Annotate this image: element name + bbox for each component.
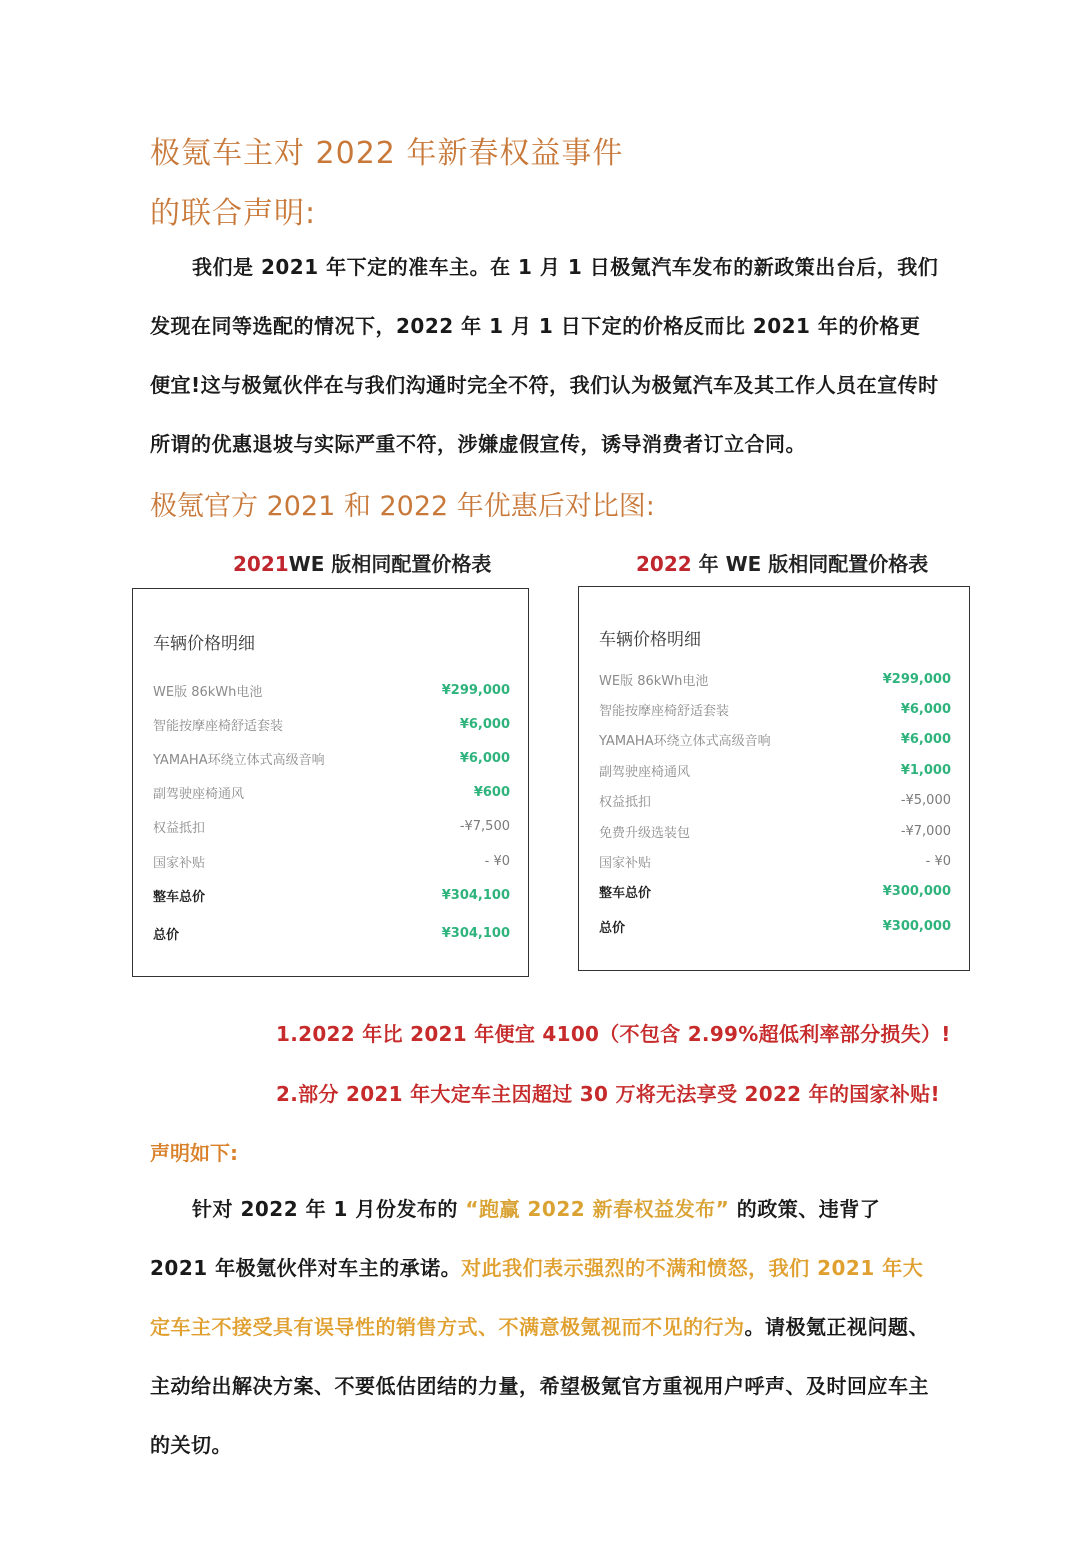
price-row — [599, 725, 951, 755]
price-row-value: -¥7,500 — [459, 819, 510, 835]
price-total-row — [153, 916, 510, 950]
declaration-text-2: 的政策、违背了 2021 年极氪伙伴对车主的承诺。 — [150, 1197, 881, 1280]
price-table-2021 — [132, 588, 529, 977]
note-subsidy: 2.部分 2021 年大定车主因超过 30 万将无法享受 2022 年的国家补贴! — [276, 1082, 940, 1106]
price-row-label: 国家补贴 — [153, 855, 206, 871]
price-row-value: - ¥0 — [484, 853, 510, 869]
price-row-label: 副驾驶座椅通风 — [599, 764, 691, 780]
statement-title-line-2: 的联合声明: — [150, 196, 317, 231]
intro-paragraph: 我们是 2021 年下定的准车主。在 1 月 1 日极氪汽车发布的新政策出台后，我们发现在同等选配的情况下，2022 年 1 月 1 日下定的价格反而比 2021 年的价格更便宜!这与极氪伙伴在与我们沟通时完全不符，我们认为极氪汽车及其工作人员在宣传时所谓的优惠退坡与实际严重不符，涉嫌虚假宣传，诱导消费者订立合同。 — [150, 255, 939, 456]
price-row-value: - ¥0 — [925, 854, 951, 870]
price-subtotal-label: 整车总价 — [153, 889, 206, 905]
table-title-2021-text: WE 版相同配置价格表 — [288, 552, 492, 576]
table-title-2021-year: 2021 — [233, 552, 289, 576]
price-row — [599, 664, 951, 694]
price-row-value: -¥7,000 — [900, 823, 951, 839]
price-row-label: 国家补贴 — [599, 856, 652, 872]
price-row — [599, 694, 951, 724]
price-row-value: ¥1,000 — [900, 762, 951, 778]
table-title-2022 — [636, 548, 928, 577]
price-row — [153, 673, 510, 707]
price-rows — [599, 664, 951, 942]
price-subtotal-row — [599, 877, 951, 907]
price-row — [599, 786, 951, 816]
price-row-label: WE版 86kWh电池 — [153, 684, 263, 700]
price-row-label: 智能按摩座椅舒适套装 — [153, 718, 284, 734]
price-row — [153, 844, 510, 878]
price-row-label: 权益抵扣 — [153, 821, 206, 837]
price-subtotal-label: 整车总价 — [599, 886, 652, 902]
price-total-value: ¥300,000 — [882, 918, 951, 934]
price-row-label: 智能按摩座椅舒适套装 — [599, 704, 730, 720]
price-subtotal-value: ¥304,100 — [441, 887, 510, 903]
price-table-2022 — [578, 586, 970, 971]
price-row-value: ¥6,000 — [900, 702, 951, 718]
price-row — [599, 846, 951, 876]
price-row-value: -¥5,000 — [900, 793, 951, 809]
price-row — [153, 707, 510, 741]
price-row-value: ¥299,000 — [441, 682, 510, 698]
price-rows — [153, 673, 510, 951]
declaration-highlight: 对此我们表示强烈的不满和愤怒，我们 2021 年大定车主不接受具有误导性的销售方式、不满意极氪视而不见的行为 — [150, 1256, 924, 1339]
price-row-label: YAMAHA环绕立体式高级音响 — [599, 734, 771, 750]
table-title-2021 — [233, 548, 491, 577]
declaration-heading: 声明如下: — [150, 1141, 238, 1165]
price-row-value: ¥6,000 — [900, 732, 951, 748]
price-row — [153, 776, 510, 810]
price-row-value: ¥299,000 — [882, 671, 951, 687]
price-row-value: ¥6,000 — [459, 716, 510, 732]
price-total-row — [599, 911, 951, 941]
price-row-label: YAMAHA环绕立体式高级音响 — [153, 752, 325, 768]
price-row-label: 免费升级选装包 — [599, 825, 691, 841]
statement-title-line-1: 极氪车主对 2022 年新春权益事件 — [150, 136, 624, 171]
price-row — [153, 810, 510, 844]
price-row-label: 权益抵扣 — [599, 795, 652, 811]
price-row-label: WE版 86kWh电池 — [599, 673, 709, 689]
price-row — [599, 816, 951, 846]
declaration-paragraph — [150, 1180, 940, 1475]
price-total-label: 总价 — [599, 920, 626, 936]
price-table-heading: 车辆价格明细 — [153, 634, 255, 654]
price-row-value: ¥600 — [473, 785, 510, 801]
price-table-heading: 车辆价格明细 — [599, 630, 701, 650]
price-total-value: ¥304,100 — [441, 925, 510, 941]
declaration-text-1: 针对 2022 年 1 月份发布的 — [192, 1197, 466, 1221]
declaration-text-3: 。请极氪正视问题、主动给出解决方案、不要低估团结的力量，希望极氪官方重视用户呼声、及时回应车主的关切。 — [150, 1315, 929, 1457]
price-subtotal-row — [153, 878, 510, 912]
price-row-value: ¥6,000 — [459, 750, 510, 766]
note-price-difference: 1.2022 年比 2021 年便宜 4100（不包含 2.99%超低利率部分损失）! — [276, 1022, 951, 1046]
price-total-label: 总价 — [153, 927, 180, 943]
price-row — [153, 741, 510, 775]
comparison-title: 极氪官方 2021 和 2022 年优惠后对比图: — [150, 491, 655, 522]
declaration-quote: “跑赢 2022 新春权益发布” — [465, 1197, 730, 1221]
price-row — [599, 755, 951, 785]
table-title-2022-text: 年 WE 版相同配置价格表 — [691, 552, 929, 576]
price-subtotal-value: ¥300,000 — [882, 884, 951, 900]
table-title-2022-year: 2022 — [636, 552, 692, 576]
price-row-label: 副驾驶座椅通风 — [153, 787, 245, 803]
